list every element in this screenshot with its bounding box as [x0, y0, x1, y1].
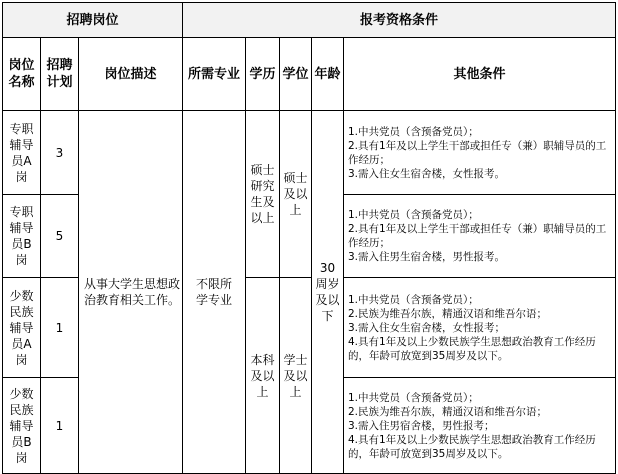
condition-line: 2.具有1年及以上学生干部或担任专（兼）职辅导员的工作经历；: [348, 139, 607, 166]
table-row: [3, 111, 616, 195]
other-conditions: [344, 195, 616, 278]
degree-bachelor-text: 学士及以上: [283, 352, 308, 399]
col-header-age: 年龄: [312, 38, 344, 111]
post-name: 少数民族辅导员A岗: [9, 288, 34, 367]
recruit-count: 1: [41, 378, 79, 474]
col-header-post-desc: 岗位描述: [79, 38, 183, 111]
condition-line: 4.具有1年及以上少数民族学生思想政治教育工作经历的，年龄可放宽到35周岁及以下。: [348, 433, 596, 460]
condition-line: 3.需入住女生宿舍楼，女性报考；: [348, 321, 506, 334]
post-name-cell: [3, 278, 41, 378]
condition-line: 1.中共党员（含预备党员）；: [348, 125, 479, 138]
condition-line: 3.需入住男宿舍楼，男性报考；: [348, 419, 495, 432]
other-conditions: [344, 278, 616, 378]
post-name: 少数民族辅导员B岗: [9, 386, 34, 465]
post-name: 专职辅导员B岗: [9, 205, 34, 267]
education-master-text: 硕士研究生及以上: [250, 163, 275, 225]
condition-line: 1.中共党员（含预备党员）；: [348, 391, 479, 404]
education-bachelor-text: 本科及以上: [250, 352, 275, 399]
post-name-cell: [3, 378, 41, 474]
post-name: 专职辅导员A岗: [9, 121, 34, 184]
recruit-count: 5: [41, 195, 79, 278]
condition-line: 1.中共党员（含预备党员）；: [348, 209, 479, 221]
col-header-major: 所需专业: [183, 38, 246, 111]
col-header-recruit-count: [41, 38, 79, 111]
required-major-text: 不限所学专业: [195, 277, 232, 307]
group-header-position: 招聘岗位: [3, 3, 183, 38]
col-header-post-name: [3, 38, 41, 111]
col-header-other: 其他条件: [344, 38, 616, 111]
age-requirement: [312, 111, 344, 474]
condition-line: 3.需入住男生宿舍楼，男性报考。: [348, 251, 506, 263]
recruit-count: 1: [41, 278, 79, 378]
condition-line: 3.需入住女生宿舍楼，女性报考。: [348, 167, 506, 180]
recruitment-table: [2, 2, 616, 474]
condition-line: 2.民族为维吾尔族，精通汉语和维吾尔语；: [348, 307, 548, 320]
group-header-row: [3, 3, 616, 38]
condition-line: 2.具有1年及以上学生干部或担任专（兼）职辅导员的工作经历；: [348, 223, 607, 249]
condition-line: 1.中共党员（含预备党员）；: [348, 293, 479, 306]
post-name-cell: [3, 111, 41, 195]
col-header-degree: 学位: [280, 38, 312, 111]
degree-bachelor: [280, 278, 312, 474]
post-description: 从事大学生思想政治教育相关工作。: [79, 111, 183, 474]
condition-line: 2.民族为维吾尔族，精通汉语和维吾尔语；: [348, 405, 548, 418]
age-requirement-text: 30周岁及以下: [315, 261, 340, 323]
group-header-qualification: 报考资格条件: [183, 3, 616, 38]
recruit-count: 3: [41, 111, 79, 195]
col-header-recruit-count-text: 招聘计划: [46, 58, 73, 90]
degree-master: [280, 111, 312, 278]
education-bachelor: [246, 278, 280, 474]
other-conditions: [344, 111, 616, 195]
col-header-education: 学历: [246, 38, 280, 111]
other-conditions: [344, 378, 616, 474]
degree-master-text: 硕士及以上: [283, 171, 308, 217]
col-header-post-name-text: 岗位名称: [8, 58, 35, 90]
education-master: [246, 111, 280, 278]
column-header-row: [3, 38, 616, 111]
post-name-cell: [3, 195, 41, 278]
condition-line: 4.具有1年及以上少数民族学生思想政治教育工作经历的，年龄可放宽到35周岁及以下。: [348, 335, 596, 362]
required-major: [183, 111, 246, 474]
